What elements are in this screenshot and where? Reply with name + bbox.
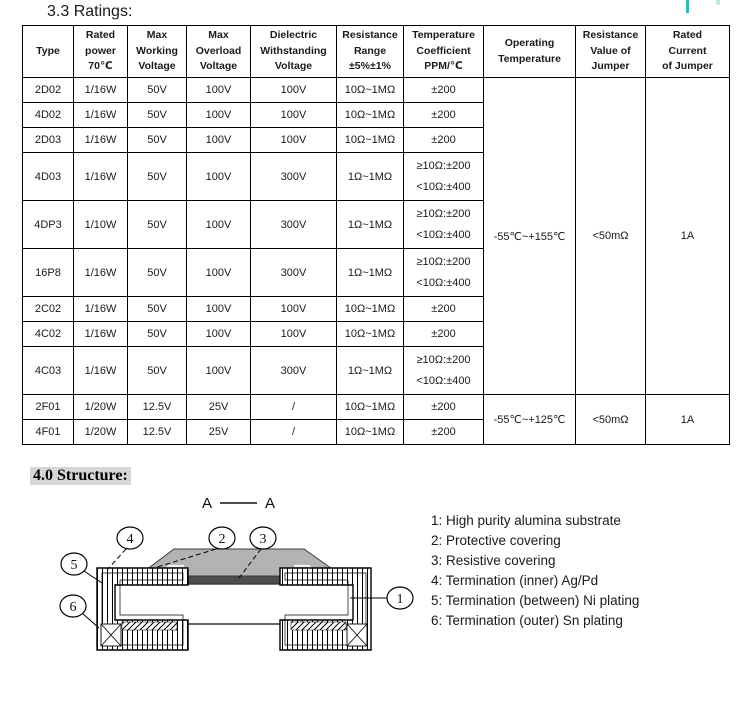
cell-range: 10Ω~1MΩ: [337, 297, 404, 322]
cell-jumper_current: 1A: [646, 78, 730, 395]
right-foot-hatch: [291, 622, 346, 630]
cell-type: 4DP3: [23, 201, 74, 249]
cell-power: 1/16W: [74, 128, 128, 153]
cell-dielectric: 100V: [251, 103, 337, 128]
cell-tc: ±200: [404, 78, 484, 103]
column-header-type: Type: [23, 26, 74, 78]
cell-type: 2C02: [23, 297, 74, 322]
cell-tc: ≥10Ω:±200 <10Ω:±400: [404, 347, 484, 395]
cell-range: 1Ω~1MΩ: [337, 201, 404, 249]
cell-overload: 100V: [187, 103, 251, 128]
legend-item-1: 1: High purity alumina substrate: [431, 513, 621, 528]
cell-dielectric: 300V: [251, 249, 337, 297]
cell-working: 50V: [128, 322, 187, 347]
cell-working: 12.5V: [128, 420, 187, 445]
cell-power: 1/16W: [74, 78, 128, 103]
cell-dielectric: 100V: [251, 322, 337, 347]
column-header-operating: Operating Temperature: [484, 26, 576, 78]
cell-power: 1/16W: [74, 347, 128, 395]
cell-dielectric: 100V: [251, 297, 337, 322]
cell-working: 50V: [128, 78, 187, 103]
section-a-label-right: A: [264, 495, 276, 512]
cell-working: 50V: [128, 153, 187, 201]
cell-range: 10Ω~1MΩ: [337, 322, 404, 347]
cell-working: 50V: [128, 128, 187, 153]
cell-overload: 100V: [187, 347, 251, 395]
cell-range: 1Ω~1MΩ: [337, 249, 404, 297]
cell-type: 2F01: [23, 395, 74, 420]
cell-dielectric: 100V: [251, 128, 337, 153]
cell-working: 50V: [128, 297, 187, 322]
cell-dielectric: /: [251, 395, 337, 420]
cell-working: 50V: [128, 201, 187, 249]
legend-item-3: 3: Resistive covering: [431, 553, 556, 568]
alumina-substrate: [110, 584, 358, 624]
legend-item-6: 6: Termination (outer) Sn plating: [431, 613, 623, 628]
column-header-overload: Max Overload Voltage: [187, 26, 251, 78]
cell-dielectric: 300V: [251, 347, 337, 395]
cell-power: 1/16W: [74, 153, 128, 201]
cell-dielectric: 100V: [251, 78, 337, 103]
column-header-tc: Temperature Coefficient PPM/℃: [404, 26, 484, 78]
column-header-range: Resistance Range ±5%±1%: [337, 26, 404, 78]
cell-type: 2D03: [23, 128, 74, 153]
cell-tc: ±200: [404, 322, 484, 347]
cell-type: 4D02: [23, 103, 74, 128]
cell-type: 4F01: [23, 420, 74, 445]
column-header-dielectric: Dielectric Withstanding Voltage: [251, 26, 337, 78]
leader-4: [107, 549, 126, 570]
callout-6: 6: [69, 600, 77, 615]
cell-tc: ±200: [404, 128, 484, 153]
cell-operating: -55℃~+125℃: [484, 395, 576, 445]
cell-range: 10Ω~1MΩ: [337, 395, 404, 420]
cell-range: 1Ω~1MΩ: [337, 153, 404, 201]
column-header-jumper_resistance: Resistance Value of Jumper: [576, 26, 646, 78]
cell-jumper_resistance: <50mΩ: [576, 395, 646, 445]
teal-page-mark: [686, 0, 689, 13]
cell-type: 2D02: [23, 78, 74, 103]
cell-working: 12.5V: [128, 395, 187, 420]
cell-overload: 100V: [187, 297, 251, 322]
cell-tc: ≥10Ω:±200 <10Ω:±400: [404, 153, 484, 201]
table-row-2F01: [23, 395, 730, 420]
cell-range: 10Ω~1MΩ: [337, 78, 404, 103]
column-header-jumper_current: Rated Current of Jumper: [646, 26, 730, 78]
legend-item-2: 2: Protective covering: [431, 533, 561, 548]
cell-overload: 100V: [187, 78, 251, 103]
cell-tc: ±200: [404, 103, 484, 128]
cell-overload: 100V: [187, 153, 251, 201]
left-foot-hatch: [122, 622, 177, 630]
table-row-2D02: [23, 78, 730, 103]
section-a-label-left: A: [201, 495, 213, 512]
cell-power: 1/20W: [74, 420, 128, 445]
cell-jumper_current: 1A: [646, 395, 730, 445]
callout-1: 1: [396, 592, 404, 607]
ratings-table: [22, 25, 730, 445]
column-header-working: Max Working Voltage: [128, 26, 187, 78]
cell-overload: 100V: [187, 249, 251, 297]
cell-type: 16P8: [23, 249, 74, 297]
cell-type: 4C03: [23, 347, 74, 395]
cell-tc: ≥10Ω:±200 <10Ω:±400: [404, 201, 484, 249]
cell-power: 1/16W: [74, 249, 128, 297]
cell-working: 50V: [128, 249, 187, 297]
cell-working: 50V: [128, 103, 187, 128]
cell-dielectric: 300V: [251, 153, 337, 201]
cell-overload: 25V: [187, 395, 251, 420]
legend-item-4: 4: Termination (inner) Ag/Pd: [431, 573, 599, 588]
cell-tc: ±200: [404, 420, 484, 445]
cell-dielectric: 300V: [251, 201, 337, 249]
cell-power: 1/10W: [74, 201, 128, 249]
cell-tc: ±200: [404, 395, 484, 420]
cell-overload: 100V: [187, 128, 251, 153]
column-header-power: Rated power 70℃: [74, 26, 128, 78]
teal-page-mark-faint: [716, 0, 720, 5]
chip-cross-section-diagram: [50, 492, 470, 664]
cell-type: 4D03: [23, 153, 74, 201]
section-title-ratings: 3.3 Ratings:: [47, 3, 133, 20]
callout-5: 5: [70, 558, 78, 573]
callout-3: 3: [259, 532, 267, 547]
callout-4: 4: [126, 532, 134, 547]
cell-operating: -55℃~+155℃: [484, 78, 576, 395]
structure-legend: [431, 511, 639, 631]
cell-tc: ≥10Ω:±200 <10Ω:±400: [404, 249, 484, 297]
cell-range: 10Ω~1MΩ: [337, 103, 404, 128]
cell-power: 1/16W: [74, 103, 128, 128]
section-title-structure: 4.0 Structure:: [30, 467, 131, 485]
cell-dielectric: /: [251, 420, 337, 445]
cell-tc: ±200: [404, 297, 484, 322]
cell-power: 1/20W: [74, 395, 128, 420]
callout-2: 2: [218, 532, 226, 547]
ratings-header-row: [23, 26, 730, 78]
cell-overload: 100V: [187, 322, 251, 347]
cell-power: 1/16W: [74, 322, 128, 347]
cell-range: 10Ω~1MΩ: [337, 128, 404, 153]
cell-working: 50V: [128, 347, 187, 395]
cell-power: 1/16W: [74, 297, 128, 322]
cell-jumper_resistance: <50mΩ: [576, 78, 646, 395]
cell-range: 10Ω~1MΩ: [337, 420, 404, 445]
cell-overload: 100V: [187, 201, 251, 249]
cell-overload: 25V: [187, 420, 251, 445]
legend-item-5: 5: Termination (between) Ni plating: [431, 593, 640, 608]
cell-type: 4C02: [23, 322, 74, 347]
cell-range: 1Ω~1MΩ: [337, 347, 404, 395]
